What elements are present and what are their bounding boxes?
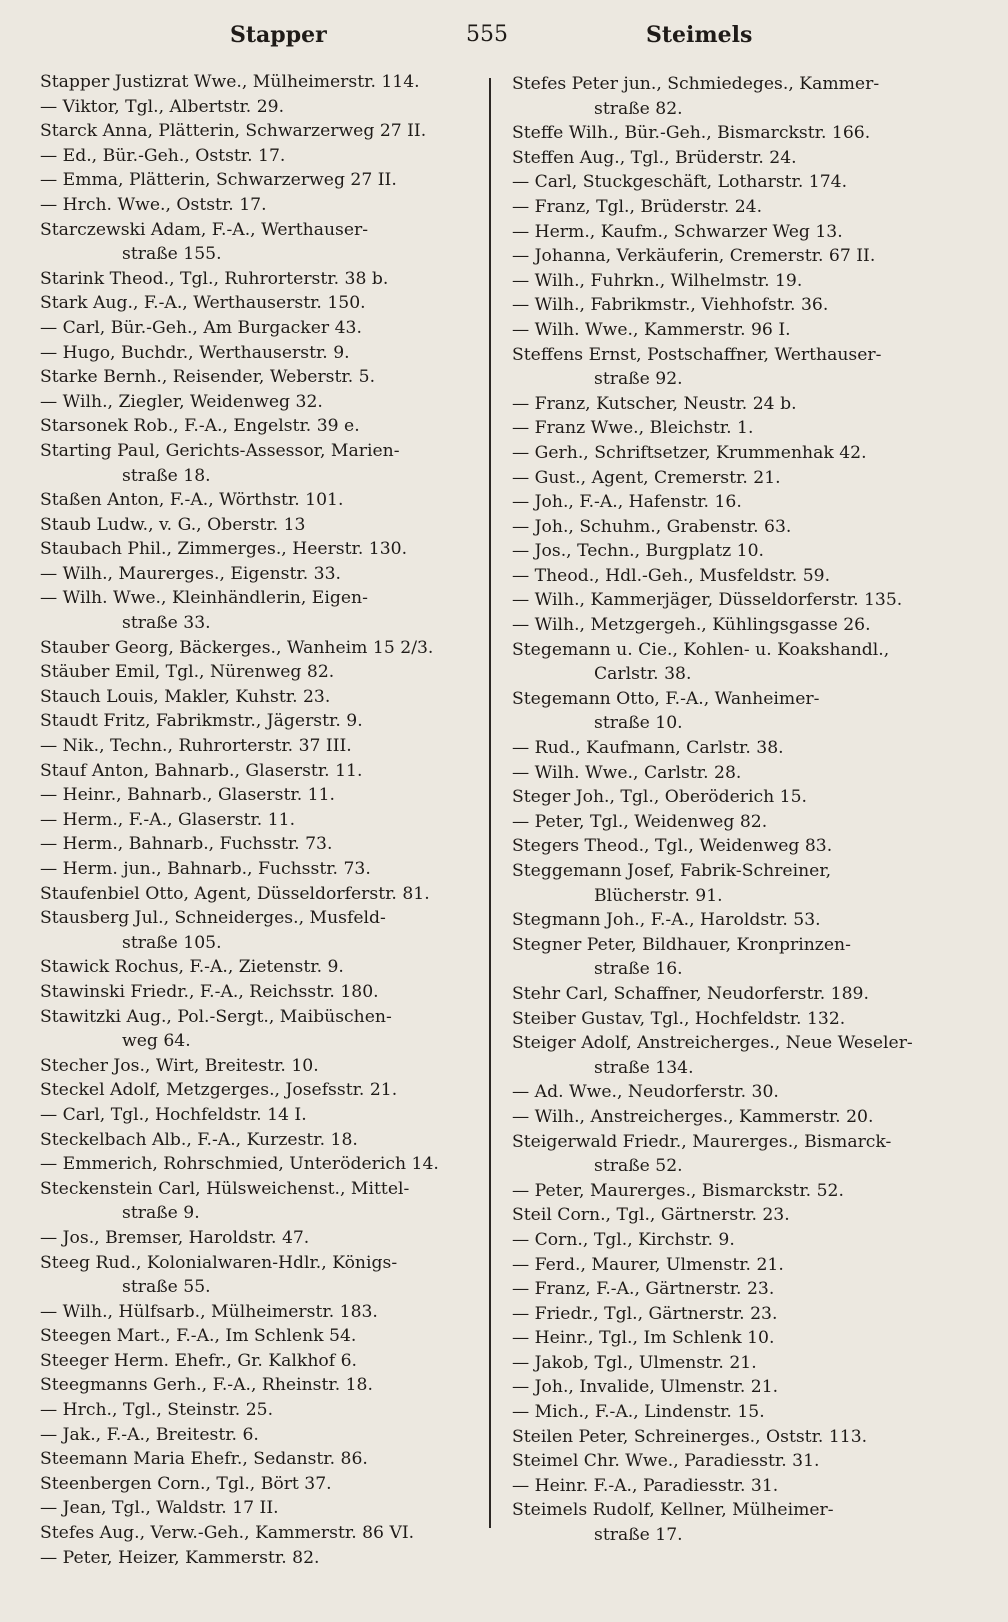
directory-entry-line: — Friedr., Tgl., Gärtnerstr. 23. [512, 1303, 778, 1324]
directory-entry-line: Stauber Georg, Bäckerges., Wanheim 15 2/3. [40, 637, 434, 658]
directory-entry-line: Staufenbiel Otto, Agent, Düsseldorferstr. 81. [40, 883, 430, 904]
directory-entry-line: — Franz, F.-A., Gärtnerstr. 23. [512, 1279, 775, 1300]
directory-entry-line: — Viktor, Tgl., Albertstr. 29. [40, 96, 285, 117]
directory-entry-line: — Franz, Tgl., Brüderstr. 24. [512, 196, 763, 217]
directory-entry-line: Steckel Adolf, Metzgerges., Josefsstr. 21. [40, 1080, 398, 1101]
entry-continuation-line: straße 134. [594, 1057, 694, 1078]
entry-continuation-line: Blücherstr. 91. [594, 885, 723, 906]
directory-entry-line: Stegmann Joh., F.-A., Haroldstr. 53. [512, 910, 821, 931]
directory-entry-line: — Emmerich, Rohrschmied, Unteröderich 14. [40, 1154, 439, 1175]
entry-continuation-line: straße 33. [122, 613, 211, 634]
directory-entry-line: — Wilh., Fabrikmstr., Viehhofstr. 36. [512, 295, 829, 316]
directory-entry-line: Stauf Anton, Bahnarb., Glaserstr. 11. [40, 760, 363, 781]
directory-entry-line: Starck Anna, Plätterin, Schwarzerweg 27 II. [40, 121, 427, 142]
directory-entry-line: Steil Corn., Tgl., Gärtnerstr. 23. [512, 1205, 790, 1226]
directory-entry-line: — Herm. jun., Bahnarb., Fuchsstr. 73. [40, 859, 371, 879]
directory-entry-line: — Joh., F.-A., Hafenstr. 16. [512, 492, 742, 513]
directory-entry-line: Stäuber Emil, Tgl., Nürenweg 82. [40, 662, 335, 683]
entry-continuation-line: straße 9. [122, 1203, 200, 1224]
directory-entry-line: Stegers Theod., Tgl., Weidenweg 83. [512, 836, 833, 857]
directory-entry-line: — Corn., Tgl., Kirchstr. 9. [512, 1229, 735, 1250]
directory-entry-line: — Hrch., Tgl., Steinstr. 25. [40, 1400, 274, 1421]
directory-entry-line: — Wilh., Anstreicherges., Kammerstr. 20. [512, 1106, 874, 1127]
entry-continuation-line: Carlstr. 38. [594, 664, 692, 685]
directory-entry-line: Starting Paul, Gerichts-Assessor, Marien- [40, 440, 400, 461]
entry-continuation-line: straße 105. [122, 932, 222, 953]
entry-continuation-line: straße 18. [122, 465, 211, 486]
directory-entry-line: Steeger Herm. Ehefr., Gr. Kalkhof 6. [40, 1350, 357, 1371]
entry-continuation-line: straße 10. [594, 713, 683, 734]
page-number: 555 [466, 22, 508, 47]
directory-entry-line: Steiber Gustav, Tgl., Hochfeldstr. 132. [512, 1008, 846, 1029]
directory-entry-line: — Peter, Heizer, Kammerstr. 82. [40, 1547, 320, 1568]
directory-entry-line: Stausberg Jul., Schneiderges., Musfeld- [40, 908, 386, 929]
directory-entry-line: Stefes Peter jun., Schmiedeges., Kammer- [512, 74, 880, 94]
directory-entry-line: — Jos., Bremser, Haroldstr. 47. [40, 1227, 310, 1248]
left-column [40, 70, 470, 1570]
directory-entry-line: Steggemann Josef, Fabrik-Schreiner, [512, 861, 832, 881]
directory-entry-line: — Joh., Invalide, Ulmenstr. 21. [512, 1377, 779, 1398]
directory-entry-line: Staudt Fritz, Fabrikmstr., Jägerstr. 9. [40, 711, 363, 732]
directory-entry-line: — Gust., Agent, Cremerstr. 21. [512, 467, 781, 488]
directory-entry-line: — Peter, Tgl., Weidenweg 82. [512, 811, 768, 832]
directory-entry-line: Stehr Carl, Schaffner, Neudorferstr. 189. [512, 983, 869, 1004]
entry-continuation-line: straße 52. [594, 1156, 683, 1177]
directory-entry-line: — Carl, Bür.-Geh., Am Burgacker 43. [40, 317, 362, 338]
directory-entry-line: Steilen Peter, Schreinerges., Oststr. 113. [512, 1426, 868, 1447]
directory-entry-line: — Heinr. F.-A., Paradiesstr. 31. [512, 1475, 779, 1496]
directory-entry-line: — Carl, Stuckgeschäft, Lotharstr. 174. [512, 172, 848, 193]
directory-entry-line: — Jos., Techn., Burgplatz 10. [512, 541, 764, 562]
directory-entry-line: — Joh., Schuhm., Grabenstr. 63. [512, 516, 792, 537]
directory-entry-line: — Wilh., Metzgergeh., Kühlingsgasse 26. [512, 615, 871, 636]
directory-entry-line: — Franz Wwe., Bleichstr. 1. [512, 418, 754, 439]
entry-continuation-line: straße 55. [122, 1277, 211, 1298]
directory-entry-line: — Johanna, Verkäuferin, Cremerstr. 67 II. [512, 246, 876, 267]
directory-entry-line: Starink Theod., Tgl., Ruhrorterstr. 38 b. [40, 268, 389, 289]
directory-entry-line: — Wilh., Ziegler, Weidenweg 32. [40, 391, 323, 412]
directory-entry-line: — Wilh., Fuhrkn., Wilhelmstr. 19. [512, 270, 803, 291]
directory-entry-line: Stawick Rochus, F.-A., Zietenstr. 9. [40, 957, 344, 978]
directory-entry-line: — Wilh. Wwe., Kleinhändlerin, Eigen- [40, 588, 368, 609]
entry-continuation-line: weg 64. [122, 1031, 191, 1052]
directory-entry-line: Starczewski Adam, F.-A., Werthauser- [40, 219, 369, 240]
directory-entry-line: — Peter, Maurerges., Bismarckstr. 52. [512, 1180, 844, 1201]
directory-entry-line: — Herm., Bahnarb., Fuchsstr. 73. [40, 834, 333, 855]
entry-continuation-line: straße 82. [594, 98, 683, 119]
directory-entry-line: Staßen Anton, F.-A., Wörthstr. 101. [40, 490, 344, 511]
directory-entry-line: Steimels Rudolf, Kellner, Mülheimer- [512, 1500, 834, 1521]
directory-entry-line: — Jean, Tgl., Waldstr. 17 II. [40, 1498, 279, 1519]
directory-entry-line: — Emma, Plätterin, Schwarzerweg 27 II. [40, 170, 397, 191]
header-left-word: Stapper [230, 22, 327, 48]
directory-entry-line: Stegner Peter, Bildhauer, Kronprinzen- [512, 934, 851, 955]
entry-continuation-line: straße 155. [122, 244, 222, 265]
directory-entry-line: — Theod., Hdl.-Geh., Musfeldstr. 59. [512, 565, 831, 586]
directory-entry-line: — Ad. Wwe., Neudorferstr. 30. [512, 1082, 779, 1103]
directory-entry-line: Stapper Justizrat Wwe., Mülheimerstr. 114. [40, 72, 420, 92]
page-header [0, 22, 1008, 58]
directory-entry-line: Steger Joh., Tgl., Oberöderich 15. [512, 787, 807, 808]
directory-entry-line: Stegemann Otto, F.-A., Wanheimer- [512, 688, 820, 709]
directory-entry-line: — Rud., Kaufmann, Carlstr. 38. [512, 738, 784, 759]
directory-entry-line: — Wilh., Maurerges., Eigenstr. 33. [40, 563, 341, 584]
directory-entry-line: Steckelbach Alb., F.-A., Kurzestr. 18. [40, 1129, 358, 1150]
directory-entry-line: Steeg Rud., Kolonialwaren-Hdlr., Königs- [40, 1252, 398, 1273]
directory-entry-line: — Herm., F.-A., Glaserstr. 11. [40, 809, 296, 830]
directory-entry-line: Steenbergen Corn., Tgl., Bört 37. [40, 1473, 332, 1494]
header-right-word: Steimels [646, 22, 753, 48]
directory-entry-line: Steckenstein Carl, Hülsweichenst., Mittel- [40, 1178, 410, 1199]
right-column [512, 72, 967, 1548]
directory-entry-line: Steimel Chr. Wwe., Paradiesstr. 31. [512, 1451, 820, 1472]
directory-entry-line: — Jak., F.-A., Breitestr. 6. [40, 1424, 259, 1445]
directory-entry-line: Steegmanns Gerh., F.-A., Rheinstr. 18. [40, 1375, 373, 1396]
directory-entry-line: Stecher Jos., Wirt, Breitestr. 10. [40, 1055, 319, 1076]
entry-continuation-line: straße 16. [594, 959, 683, 980]
directory-entry-line: Stawinski Friedr., F.-A., Reichsstr. 180. [40, 981, 379, 1002]
directory-entry-line: — Heinr., Bahnarb., Glaserstr. 11. [40, 785, 335, 806]
entry-continuation-line: straße 17. [594, 1525, 683, 1546]
directory-entry-line: Stefes Aug., Verw.-Geh., Kammerstr. 86 VI. [40, 1523, 415, 1544]
directory-entry-line: — Wilh., Hülfsarb., Mülheimerstr. 183. [40, 1301, 378, 1322]
directory-entry-line: Starsonek Rob., F.-A., Engelstr. 39 e. [40, 416, 360, 437]
directory-entry-line: Starke Bernh., Reisender, Weberstr. 5. [40, 367, 376, 388]
directory-entry-line: Staub Ludw., v. G., Oberstr. 13 [40, 514, 306, 535]
directory-entry-line: — Carl, Tgl., Hochfeldstr. 14 I. [40, 1104, 307, 1125]
directory-entry-line: — Wilh., Kammerjäger, Düsseldorferstr. 135. [512, 590, 903, 611]
directory-entry-line: — Jakob, Tgl., Ulmenstr. 21. [512, 1352, 757, 1373]
directory-entry-line: Steemann Maria Ehefr., Sedanstr. 86. [40, 1449, 368, 1470]
directory-entry-line: — Hrch. Wwe., Oststr. 17. [40, 194, 267, 215]
directory-entry-line: — Herm., Kaufm., Schwarzer Weg 13. [512, 221, 843, 242]
directory-entry-line: Stegemann u. Cie., Kohlen- u. Koakshandl., [512, 639, 890, 660]
directory-entry-line: — Wilh. Wwe., Carlstr. 28. [512, 762, 742, 783]
directory-entry-line: — Nik., Techn., Ruhrorterstr. 37 III. [40, 736, 352, 757]
column-divider [489, 78, 491, 1528]
directory-entry-line: — Mich., F.-A., Lindenstr. 15. [512, 1402, 765, 1423]
entry-continuation-line: straße 92. [594, 369, 683, 390]
directory-entry-line: Steiger Adolf, Anstreicherges., Neue Weseler- [512, 1033, 913, 1054]
directory-entry-line: — Ferd., Maurer, Ulmenstr. 21. [512, 1254, 784, 1275]
directory-entry-line: — Hugo, Buchdr., Werthauserstr. 9. [40, 342, 350, 363]
directory-entry-line: — Heinr., Tgl., Im Schlenk 10. [512, 1328, 775, 1349]
directory-entry-line: Stark Aug., F.-A., Werthauserstr. 150. [40, 293, 366, 314]
directory-entry-line: Steffens Ernst, Postschaffner, Werthauser- [512, 344, 882, 365]
directory-entry-line: Steffe Wilh., Bür.-Geh., Bismarckstr. 166. [512, 123, 871, 144]
directory-entry-line: Stawitzki Aug., Pol.-Sergt., Maibüschen- [40, 1006, 392, 1027]
directory-entry-line: Stauch Louis, Makler, Kuhstr. 23. [40, 686, 331, 707]
directory-entry-line: Steffen Aug., Tgl., Brüderstr. 24. [512, 147, 797, 168]
directory-entry-line: Staubach Phil., Zimmerges., Heerstr. 130. [40, 539, 408, 560]
directory-entry-line: — Gerh., Schriftsetzer, Krummenhak 42. [512, 442, 867, 463]
directory-entry-line: Steigerwald Friedr., Maurerges., Bismarck- [512, 1131, 892, 1152]
directory-entry-line: — Franz, Kutscher, Neustr. 24 b. [512, 393, 797, 414]
directory-entry-line: — Ed., Bür.-Geh., Oststr. 17. [40, 145, 286, 166]
directory-entry-line: Steegen Mart., F.-A., Im Schlenk 54. [40, 1326, 357, 1347]
directory-entry-line: — Wilh. Wwe., Kammerstr. 96 I. [512, 319, 791, 340]
